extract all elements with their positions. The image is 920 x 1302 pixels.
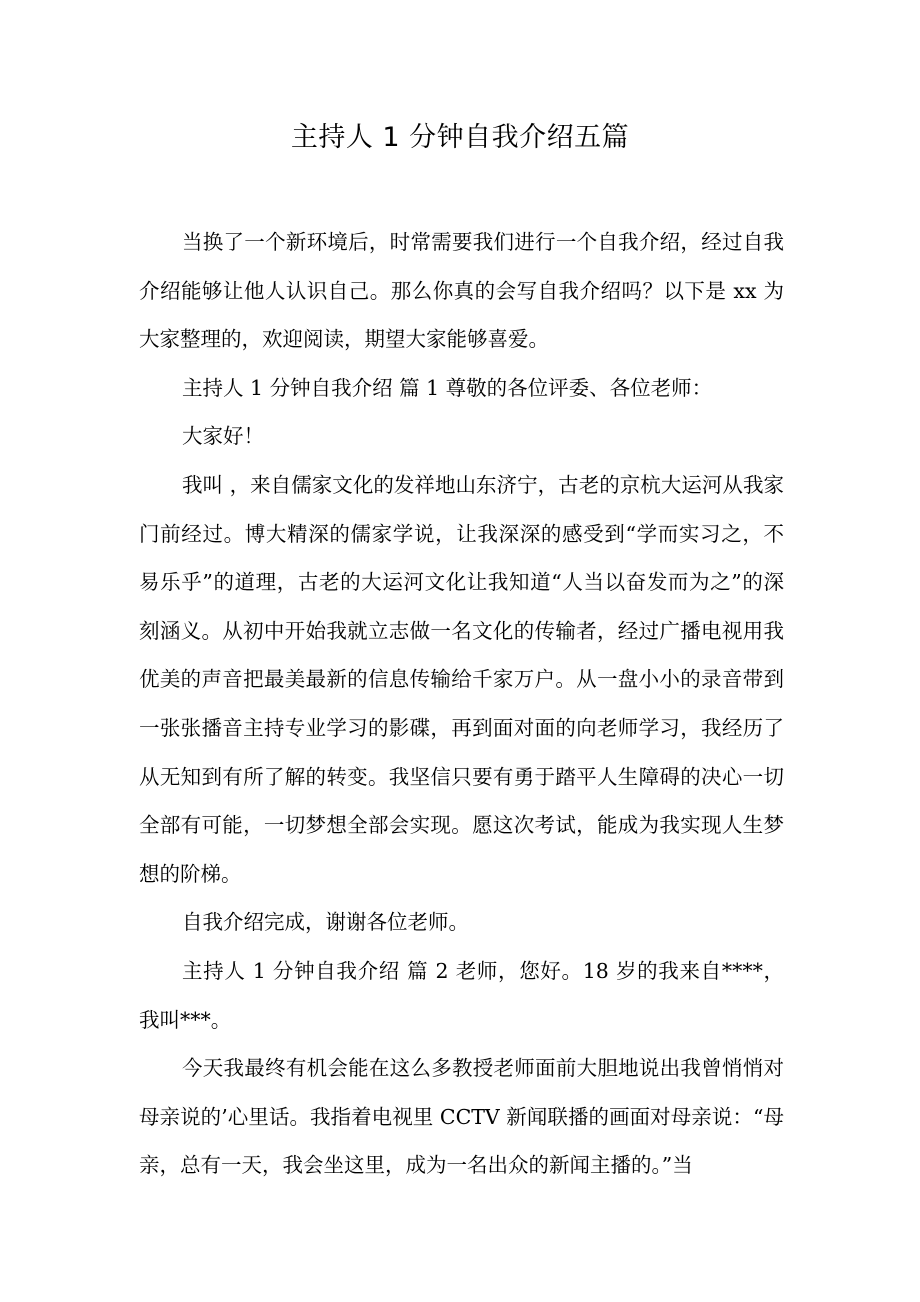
paragraph-intro: 当换了一个新环境后，时常需要我们进行一个自我介绍，经过自我介绍能够让他人认识自己。那么你真的会写自我介绍吗？以下是 xx 为大家整理的，欢迎阅读，期望大家能够喜爱。 [139,230,784,352]
paragraph-section-1-closing: 自我介绍完成，谢谢各位老师。 [182,910,469,935]
paragraph-section-1-heading: 主持人 1 分钟自我介绍 篇 1 尊敬的各位评委、各位老师： [182,375,713,400]
document-title: 主持人 1 分钟自我介绍五篇 [290,122,630,153]
paragraph-greeting: 大家好！ [182,424,264,449]
document-body [139,218,784,1190]
paragraph-section-2-heading: 主持人 1 分钟自我介绍 篇 2 老师，您好。18 岁的我来自****，我叫***。 [139,958,784,1032]
paragraph-section-1-body: 我叫 ，来自儒家文化的发祥地山东济宁，古老的京杭大运河从我家门前经过。博大精深的儒家学说，让我深深的感受到“学而实习之，不易乐乎”的道理，古老的大运河文化让我知道“人当以奋发而为之”的深刻涵义。从初中开始我就立志做一名文化的传输者，经过广播电视用我优美的声音把最美最新的信息传输给千家万户。从一盘小小的录音带到一张张播音主持专业学习的影碟，再到面对面的向老师学习，我经历了从无知到有所了解的转变。我坚信只要有勇于踏平人生障碍的决心一切全部有可能，一切梦想全部会实现。愿这次考试，能成为我实现人生梦想的阶梯。 [139,472,784,886]
paragraph-section-2-body: 今天我最终有机会能在这么多教授老师面前大胆地说出我曾悄悄对母亲说的’心里话。我指着电视里 CCTV 新闻联播的画面对母亲说：“母亲，总有一天，我会坐这里，成为一名出众的新闻主播的。”当 [139,1056,784,1178]
